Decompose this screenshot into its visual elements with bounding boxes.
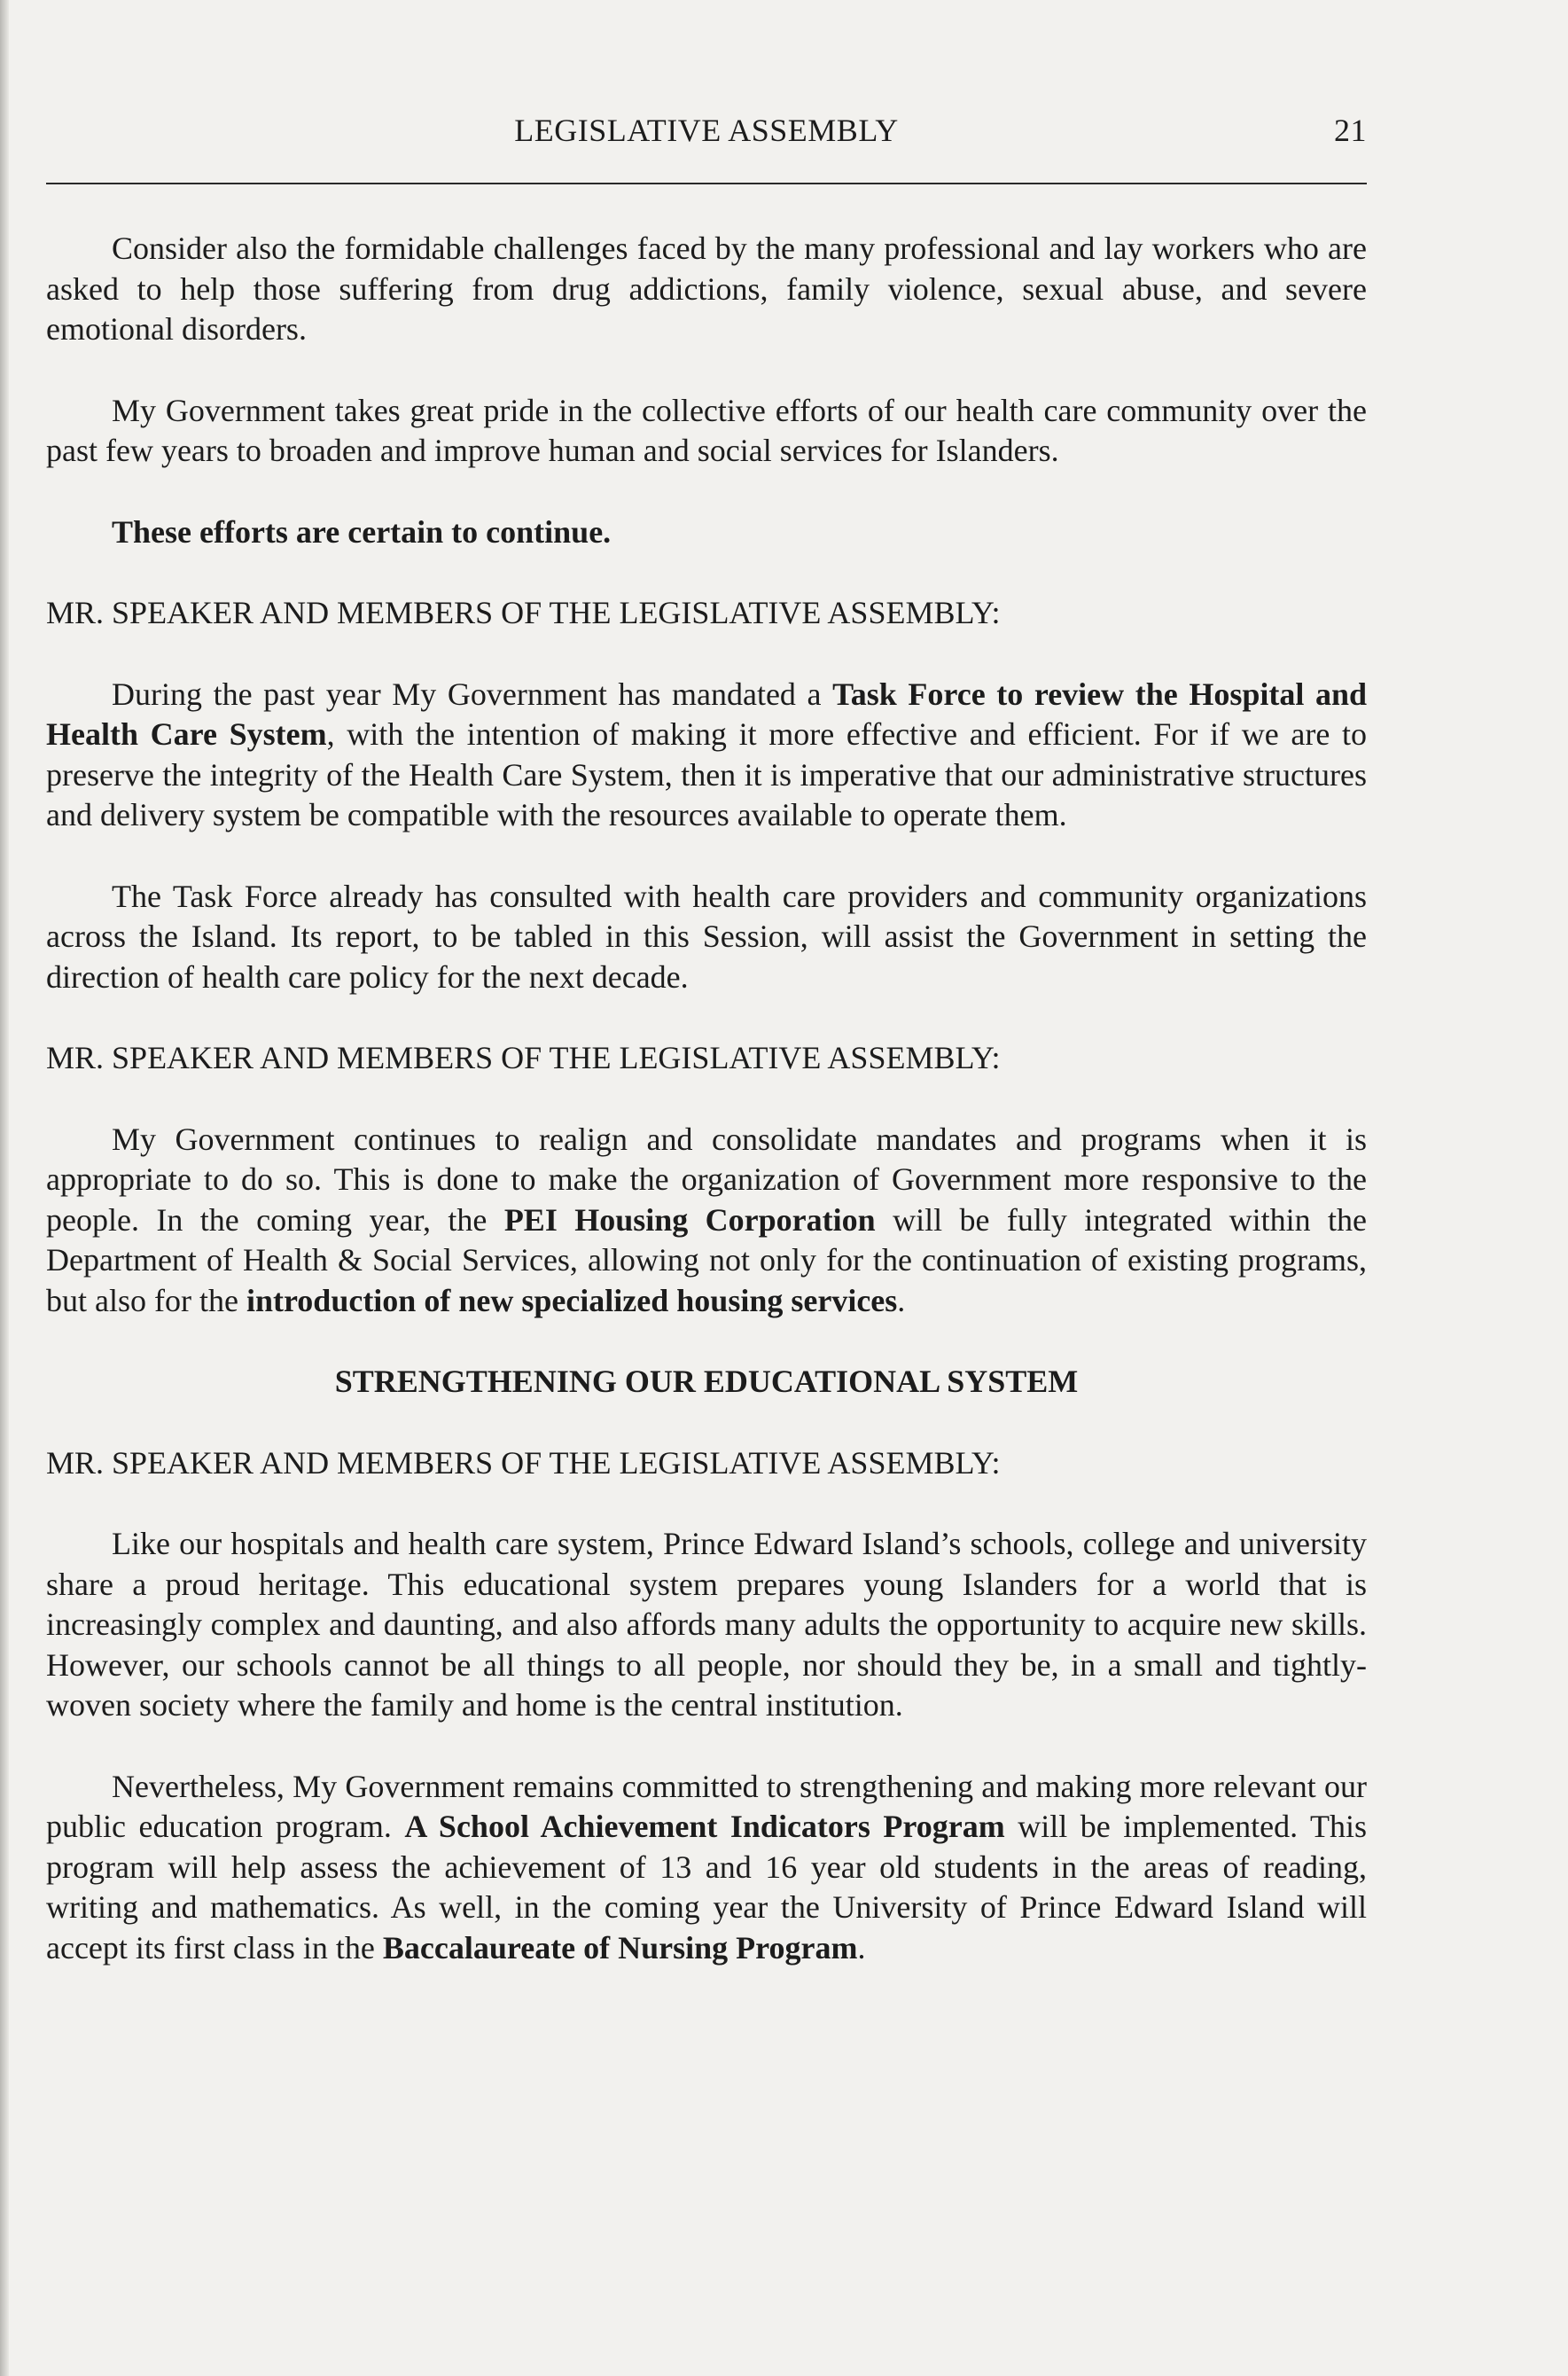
paragraph-education-program [46,1767,1367,1969]
text-run: . [897,1282,906,1318]
text-run: , with the intention of making it more effective and efficient. For if we are to preserve the integrity of the Health Care System, then it is imperative that our administrative structures and delivery system be compatible with the resources available to operate them. [46,716,1367,832]
section-heading: STRENGTHENING OUR EDUCATIONAL SYSTEM [334,1364,1079,1399]
page-number: 21 [1334,113,1367,148]
paragraph-government-pride: My Government takes great pride in the collective efforts of our health care community over the past few years to broaden and improve human and social services for Islanders. [46,392,1367,468]
header-rule [46,183,1367,184]
header-title: LEGISLATIVE ASSEMBLY [514,113,899,148]
body-text [46,229,1367,1968]
text-run: My Government continues to realign and consolidate mandates and programs when it is appropriate to do so. This is done to make the organization of Government more responsive to the people. In the coming year, the [46,1121,1367,1238]
bold-task-force: Task Force to review the Hospital and Health Care System [46,676,1367,752]
running-header [46,112,1367,156]
bold-housing-corporation: PEI Housing Corporation [503,1201,876,1238]
paragraph-task-force-report: The Task Force already has consulted with health care providers and community organizations across the Island. Its report, to be tabled in this Session, will assist the Government in setting the direction of health care policy for the next decade. [46,878,1367,995]
paragraph-efforts-continue [46,512,1367,553]
address-speaker-2: MR. SPEAKER AND MEMBERS OF THE LEGISLATIVE ASSEMBLY: [46,1040,1001,1075]
text-run: will be implemented. This program will help assess the achievement of 13 and 16 year old students in the areas of reading, writing and mathematics. As well, in the coming year the University of Prince Edward Island will accept its first class in the [46,1809,1367,1966]
bold-achievement-program: A School Achievement Indicators Program [404,1809,1005,1844]
text-run: Nevertheless, My Government remains committed to strengthening and making more relevant our public education program. [46,1768,1367,1844]
paragraph-housing [46,1120,1367,1322]
text-run: . [857,1929,866,1966]
page-edge-shadow [0,0,9,2376]
paragraph-education-heritage: Like our hospitals and health care system, Prince Edward Island’s schools, college and university share a proud heritage. This educational system prepares young Islanders for a world that is increasingly complex and daunting, and also affords many adults the opportunity to acquire new skills. However, our schools cannot be all things to all people, nor should they be, in a small and tightly-woven society where the family and home is the central institution. [46,1526,1367,1723]
paragraph-task-force [46,675,1367,836]
bold-nursing-program: Baccalaureate of Nursing Program [382,1929,858,1966]
text-run: During the past year My Government has mandated a [112,676,833,712]
text-run: will be fully integrated within the Department of Health & Social Services, allowing not only for the continuation of existing programs, but also for the [46,1201,1367,1318]
paragraph-challenges: Consider also the formidable challenges faced by the many professional and lay workers who are asked to help those suffering from drug addictions, family violence, sexual abuse, and severe emotional disorders. [46,231,1367,347]
address-speaker-3: MR. SPEAKER AND MEMBERS OF THE LEGISLATIVE ASSEMBLY: [46,1444,1001,1481]
bold-efforts-continue: These efforts are certain to continue. [112,513,612,550]
address-speaker-1: MR. SPEAKER AND MEMBERS OF THE LEGISLATIVE ASSEMBLY: [46,595,1001,630]
bold-housing-services: introduction of new specialized housing services [246,1282,898,1318]
